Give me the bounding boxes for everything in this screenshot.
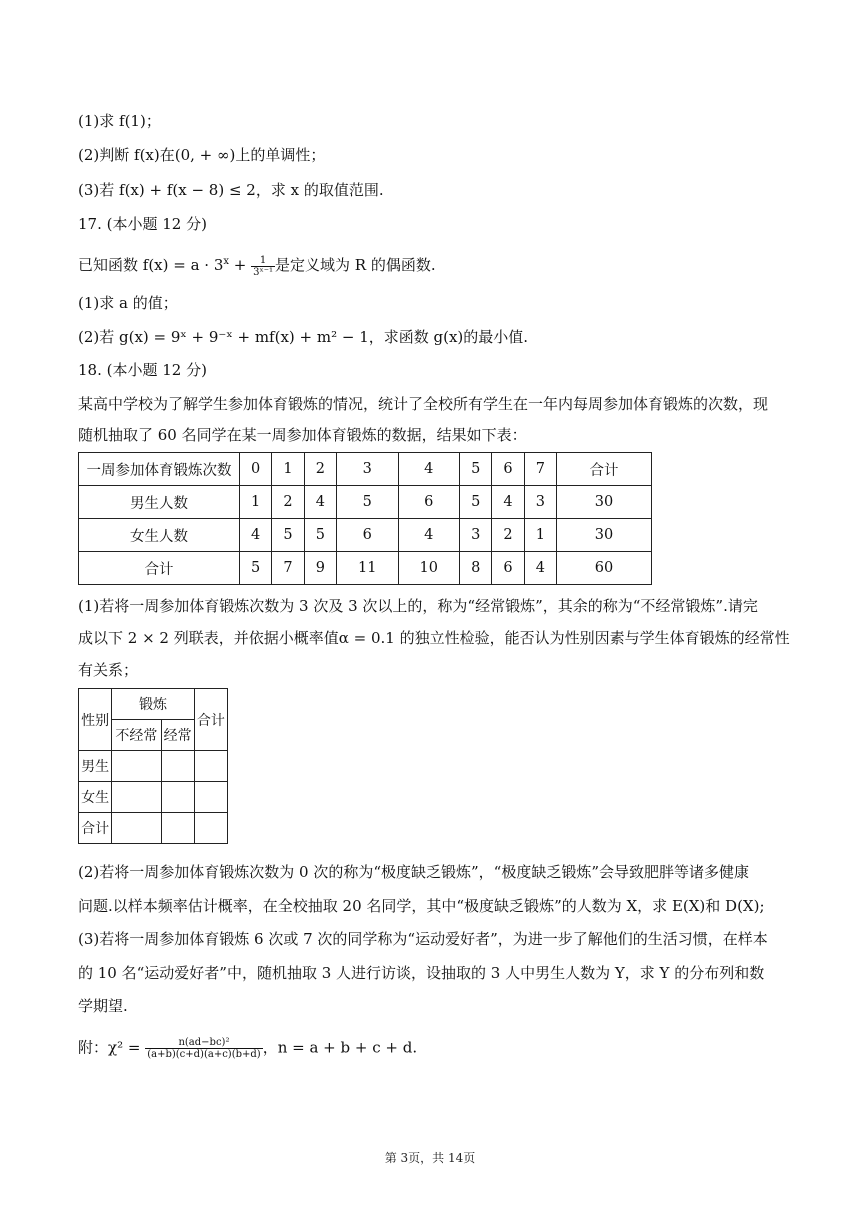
table-cell: 5 [460,453,492,486]
table-cell: 4 [240,519,272,552]
q17-intro-b: 是定义域为 R 的偶函数. [275,256,436,274]
table-row [79,519,652,552]
q17-heading: 17. (本小题 12 分) [78,215,207,233]
q18-part2-line2: 问题.以样本频率估计概率，在全校抽取 20 名同学，其中“极度缺乏锻炼”的人数为 X，求 E(X)和 D(X); [78,897,765,915]
table-cell: 9 [304,552,336,585]
table-cell: 5 [240,552,272,585]
table-cell: 6 [337,519,399,552]
q18-part1-line2: 成以下 2 × 2 列联表，并依据小概率值α = 0.1 的独立性检验，能否认为性别因素与学生体育锻炼的经常性 [78,629,790,647]
table-cell: 4 [398,453,460,486]
table-cell: 6 [398,486,460,519]
q17-frac-den: 3ˣ⁻¹ [253,266,274,278]
table-row [79,453,652,486]
table-cell: 4 [492,486,524,519]
table-cell: 合计 [557,453,652,486]
q18-part1-line1: (1)若将一周参加体育锻炼次数为 3 次及 3 次以上的，称为“经常锻炼”，其余的称为“不经常锻炼”.请完 [78,597,758,615]
table-cell: 6 [492,453,524,486]
exercise-count-table [78,452,652,585]
q17-part1: (1)求 a 的值； [78,294,178,312]
table-cell: 8 [460,552,492,585]
chi-den: (a+b)(c+d)(a+c)(b+d) [147,1049,261,1060]
table-cell: 3 [460,519,492,552]
table-cell: 10 [398,552,460,585]
table-cell: 2 [304,453,336,486]
q18-part2-line1: (2)若将一周参加体育锻炼次数为 0 次的称为“极度缺乏锻炼”，“极度缺乏锻炼”会导致肥胖等诸多健康 [78,863,750,881]
appendix-formula [78,1037,417,1060]
q16-part2: (2)判断 f(x)在(0, + ∞)上的单调性； [78,146,326,164]
table-cell: 4 [304,486,336,519]
exercise-header: 锻炼 [112,689,195,720]
q18-part3-line3: 学期望. [78,997,128,1015]
appendix-a: 附：χ² = [78,1038,141,1057]
table-cell: 60 [557,552,652,585]
chi-num: n(ad−bc)² [145,1037,262,1049]
table-cell: 30 [557,519,652,552]
q18-para1: 某高中学校为了解学生参加体育锻炼的情况，统计了全校所有学生在一年内每周参加体育锻炼的次数，现 [78,395,769,413]
table-cell: 5 [460,486,492,519]
table-cell: 6 [492,552,524,585]
row-header-cell: 合计 [79,552,240,585]
chi-square-fraction [145,1037,262,1060]
q17-frac-num: 1 [251,255,275,267]
row-header-cell: 一周参加体育锻炼次数 [79,453,240,486]
row-header-cell: 女生人数 [79,519,240,552]
table-cell: 4 [524,552,556,585]
q17-intro: 已知函数 $f(x) = a \cdot 3^x$ + $\frac{1}{\text{3ˣ⁻¹}}$ 是定义域为 R 的偶函数. [78,254,436,278]
table-cell: 3 [337,453,399,486]
table-cell: 5 [337,486,399,519]
table-cell: 11 [337,552,399,585]
q17-part2: (2)若 g(x) = 9ˣ + 9⁻ˣ + mf(x) + m² − 1，求函数 g(x)的最小值. [78,328,529,346]
appendix-b: ，n = a + b + c + d. [262,1038,418,1057]
table-cell: 2 [272,486,304,519]
table-cell: 0 [240,453,272,486]
table-row [79,486,652,519]
q18-part3-line2: 的 10 名“运动爱好者”中，随机抽取 3 人进行访谈，设抽取的 3 人中男生人数为 Y，求 Y 的分布列和数 [78,964,765,982]
q17-exp: x [223,256,230,267]
often-header: 经常 [161,720,194,751]
q17-intro-a: 已知函数 f(x) = a · 3 [78,256,224,274]
q16-part3: (3)若 f(x) + f(x − 8) ≤ 2，求 x 的取值范围. [78,181,384,199]
not-often-header: 不经常 [112,720,161,751]
gender-header: 性别 [79,689,112,751]
table-cell: 30 [557,486,652,519]
table-cell: 1 [272,453,304,486]
q18-para2: 随机抽取了 60 名同学在某一周参加体育锻炼的数据，结果如下表： [78,426,527,444]
table-row [79,552,652,585]
table-cell: 1 [240,486,272,519]
row-label: 男生 [79,751,112,782]
table-cell: 4 [398,519,460,552]
page-footer: 第 3页，共 14页 [384,1151,476,1165]
table-cell: 7 [272,552,304,585]
q18-heading: 18. (本小题 12 分) [78,361,207,379]
table-cell: 7 [524,453,556,486]
total-header: 合计 [194,689,227,751]
row-label: 女生 [79,782,112,813]
q17-fraction [251,255,275,278]
table-cell: 3 [524,486,556,519]
row-header-cell: 男生人数 [79,486,240,519]
table-cell: 2 [492,519,524,552]
table-cell: 5 [304,519,336,552]
table-cell: 5 [272,519,304,552]
contingency-table [78,688,228,844]
table-cell: 1 [524,519,556,552]
q16-part1: (1)求 f(1)； [78,112,161,130]
row-label: 合计 [79,813,112,844]
q18-part3-line1: (3)若将一周参加体育锻炼 6 次或 7 次的同学称为“运动爱好者”，为进一步了解他们的生活习惯，在样本 [78,930,768,948]
q18-part1-line3: 有关系； [78,661,139,679]
